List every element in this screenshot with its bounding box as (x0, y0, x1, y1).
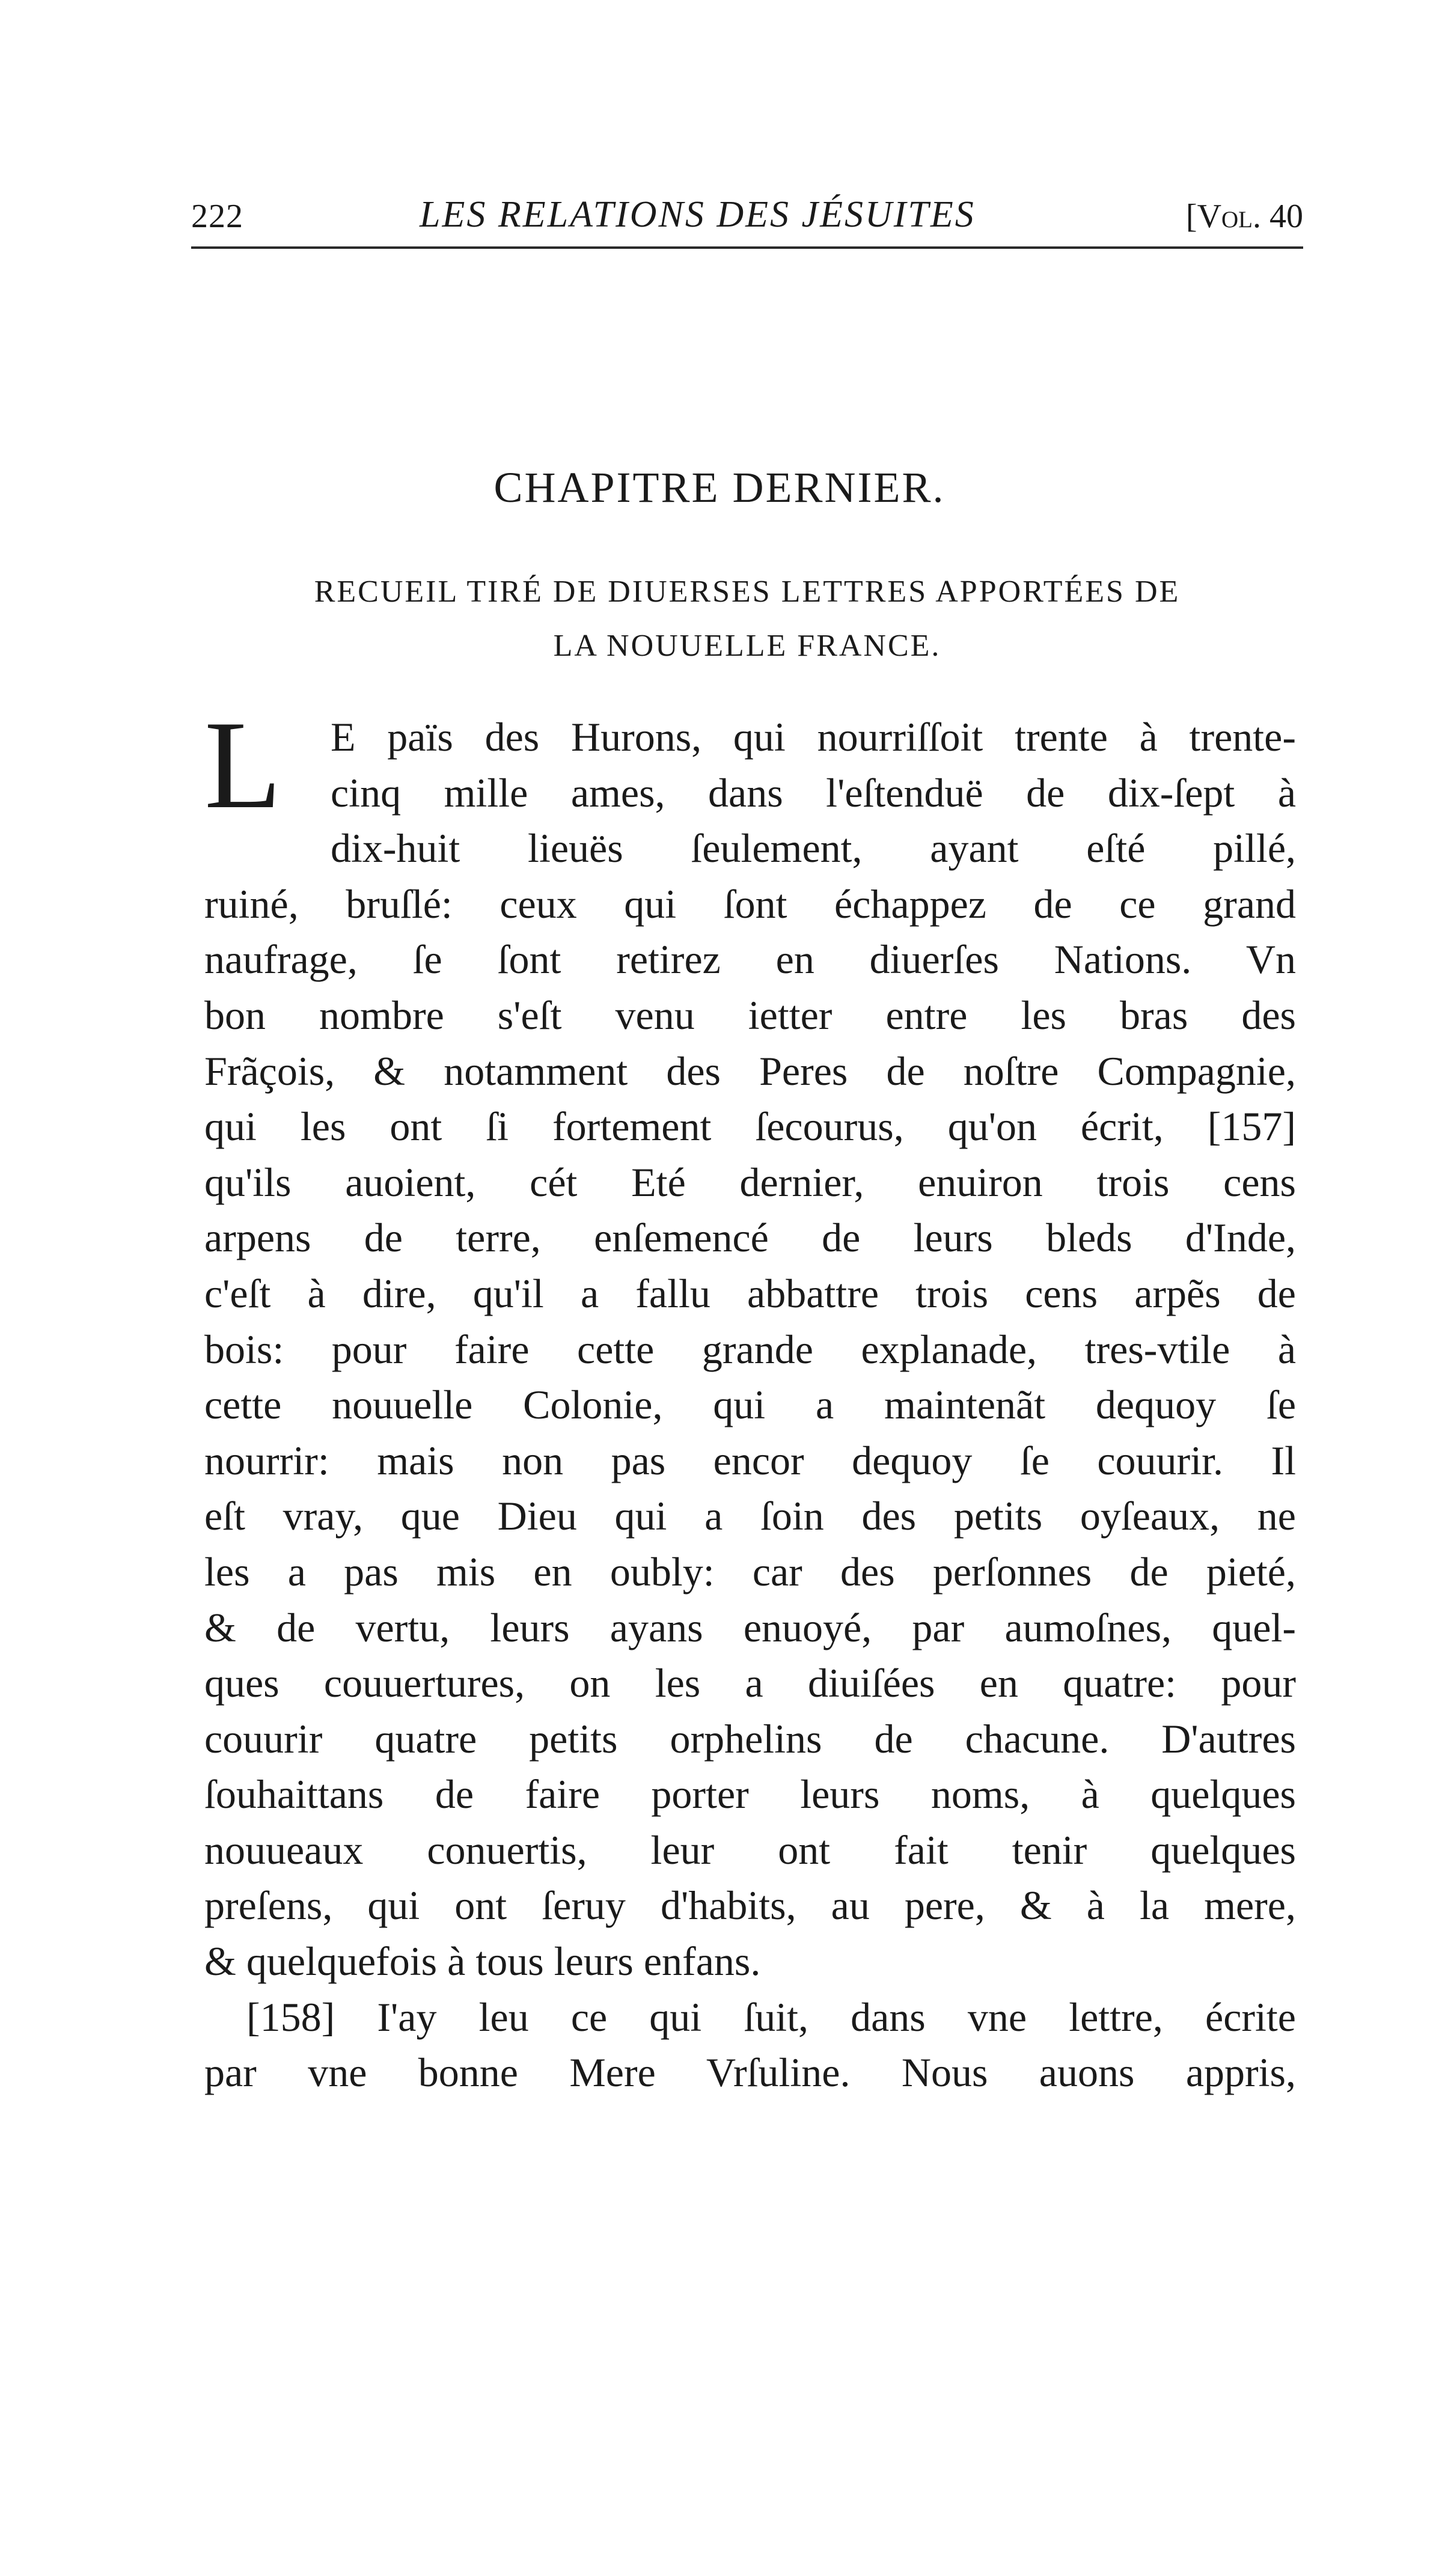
text-line: qui les ont ſi fortement ſecourus, qu'on écrit, [157] (204, 1103, 1296, 1150)
text-line: les a pas mis en oubly: car des perſonnes de pieté, (204, 1548, 1296, 1595)
text-line: ſouhaittans de faire porter leurs noms, à quelques (204, 1771, 1296, 1818)
chapter-title: CHAPITRE DERNIER. (493, 463, 946, 511)
text-line: cette nouuelle Colonie, qui a maintenãt dequoy ſe (204, 1382, 1296, 1428)
text-line: & quelquefois à tous leurs enfans. (204, 1938, 761, 1985)
text-line: E païs des Hurons, qui nourriſſoit trente à trente- (331, 714, 1296, 760)
text-line: cinq mille ames, dans l'eſtenduë de dix-ſept à (331, 769, 1296, 816)
running-title: LES RELATIONS DES JÉSUITES (420, 194, 976, 235)
volume-marker: [Vol. 40 (1185, 198, 1303, 235)
drop-cap: L (204, 695, 282, 835)
text-line: preſens, qui ont ſeruy d'habits, au pere, & à la mere, (204, 1882, 1296, 1929)
text-line: couurir quatre petits orphelins de chacune. D'autres (204, 1715, 1296, 1762)
text-line: par vne bonne Mere Vrſuline. Nous auons appris, (204, 2050, 1296, 2096)
text-line: [158] I'ay leu ce qui ſuit, dans vne lettre, écrite (246, 1994, 1296, 2040)
text-line: dix-huit lieuës ſeulement, ayant eſté pillé, (331, 825, 1296, 871)
text-line: Frãçois, & notamment des Peres de noſtre Compagnie, (204, 1048, 1296, 1094)
text-line: & de vertu, leurs ayans enuoyé, par aumoſnes, quel- (204, 1604, 1296, 1650)
text-line: arpens de terre, enſemencé de leurs bleds d'Inde, (204, 1215, 1296, 1261)
text-line: eſt vray, que Dieu qui a ſoin des petits oyſeaux, ne (204, 1493, 1296, 1539)
text-line: bois: pour faire cette grande explanade, tres-vtile à (204, 1326, 1296, 1372)
text-line: ruiné, bruſlé: ceux qui ſont échappez de ce grand (204, 881, 1296, 927)
chapter-subtitle (191, 565, 1303, 673)
subtitle-line-2: LA NOUUELLE FRANCE. (553, 629, 941, 663)
text-line: nouueaux conuertis, leur ont fait tenir quelques (204, 1827, 1296, 1873)
running-header (191, 180, 1303, 249)
body-text (204, 695, 1296, 2101)
page-number: 222 (191, 198, 243, 235)
subtitle-line-1: RECUEIL TIRÉ DE DIUERSES LETTRES APPORTÉES DE (314, 575, 1181, 609)
text-line: nourrir: mais non pas encor dequoy ſe couurir. Il (204, 1437, 1296, 1483)
text-line: bon nombre s'eſt venu ietter entre les bras des (204, 992, 1296, 1038)
text-line: ques couuertures, on les a diuiſées en quatre: pour (204, 1660, 1296, 1706)
text-line: qu'ils auoient, cét Eté dernier, enuiron trois cens (204, 1159, 1296, 1205)
text-line: c'eſt à dire, qu'il a fallu abbattre trois cens arpẽs de (204, 1270, 1296, 1316)
text-line: naufrage, ſe ſont retirez en diuerſes Nations. Vn (204, 936, 1296, 983)
